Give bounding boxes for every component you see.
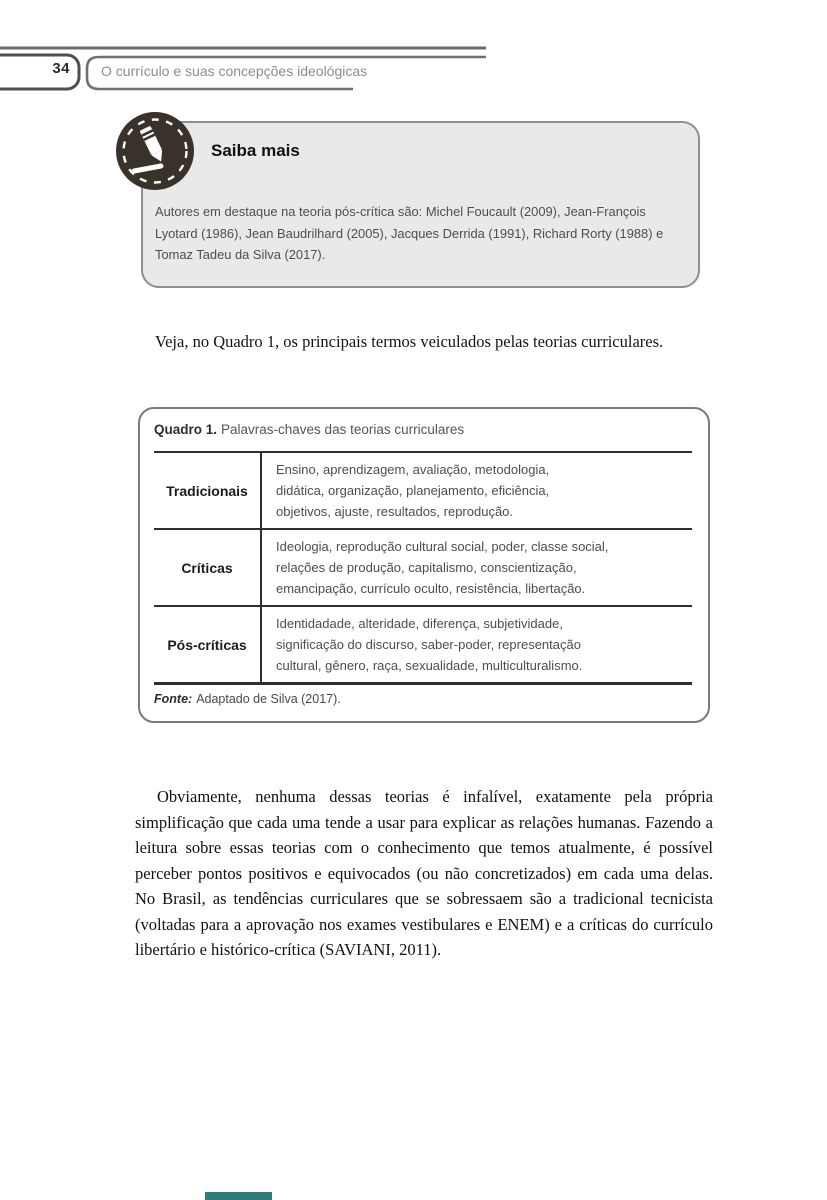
- quadro-box: [138, 407, 710, 723]
- chapter-title: O currículo e suas concepções ideológicas: [101, 63, 368, 79]
- table-keywords-cell: [262, 530, 692, 605]
- header-rule: [0, 0, 827, 110]
- keywords-table: [154, 451, 692, 685]
- quadro-caption-text: Palavras-chaves das teorias curriculares: [221, 422, 465, 437]
- table-row: [154, 607, 692, 685]
- page-number: 34: [52, 60, 70, 77]
- intro-paragraph: Veja, no Quadro 1, os principais termos veiculados pelas teorias curriculares.: [155, 332, 664, 351]
- source-text: Adaptado de Silva (2017).: [196, 692, 341, 706]
- keywords-line: objetivos, ajuste, resultados, reprodução.: [276, 504, 514, 519]
- keywords-line: didática, organização, planejamento, eficiência,: [276, 483, 550, 498]
- table-term-cell: Tradicionais: [154, 453, 262, 528]
- saiba-mais-text: [155, 201, 663, 266]
- table-keywords-cell: [262, 607, 692, 682]
- saiba-mais-line: Tomaz Tadeu da Silva (2017).: [155, 247, 326, 262]
- source-label: Fonte:: [154, 692, 193, 706]
- keywords-line: Ensino, aprendizagem, avaliação, metodologia,: [276, 462, 550, 477]
- keywords-line: relações de produção, capitalismo, conscientização,: [276, 560, 577, 575]
- keywords-line: Ideologia, reprodução cultural social, poder, classe social,: [276, 539, 609, 554]
- saiba-mais-title: Saiba mais: [211, 141, 300, 160]
- footer-accent-bar: [205, 1192, 272, 1200]
- table-keywords-cell: [262, 453, 692, 528]
- saiba-mais-line: Lyotard (1986), Jean Baudrilhard (2005), Jacques Derrida (1991), Richard Rorty (1988) e: [155, 225, 664, 241]
- pencil-icon: [114, 110, 196, 192]
- saiba-mais-line: Autores em destaque na teoria pós-crítica são: Michel Foucault (2009), Jean-François: [155, 204, 646, 219]
- keywords-line: emancipação, currículo oculto, resistência, libertação.: [276, 581, 586, 596]
- table-term-cell: Críticas: [154, 530, 262, 605]
- table-row: [154, 453, 692, 530]
- body-paragraph: Obviamente, nenhuma dessas teorias é infalível, exatamente pela própria simplificação que cada uma tende a usar para explicar as relações humanas. Fazendo a leitura sobre essas teorias com o conhecimento que temos atualmente, é possível perceber pontos positivos e equivocados (ou não concretizados) em cada uma delas. No Brasil, as tendências curriculares que se sobressaem são a tradicional tecnicista (voltadas para a aprovação nos exames vestibulares e ENEM) e a críticas do currículo libertário e histórico-crítica (SAVIANI, 2011).: [135, 787, 713, 959]
- keywords-line: Identidadade, alteridade, diferença, subjetividade,: [276, 616, 563, 631]
- table-source: [154, 692, 341, 706]
- quadro-label: Quadro 1.: [154, 422, 218, 437]
- keywords-line: significação do discurso, saber-poder, representação: [276, 637, 581, 652]
- keywords-line: cultural, gênero, raça, sexualidade, multiculturalismo.: [276, 658, 583, 673]
- table-row: [154, 530, 692, 607]
- table-term-cell: Pós-críticas: [154, 607, 262, 682]
- quadro-caption: [154, 422, 464, 437]
